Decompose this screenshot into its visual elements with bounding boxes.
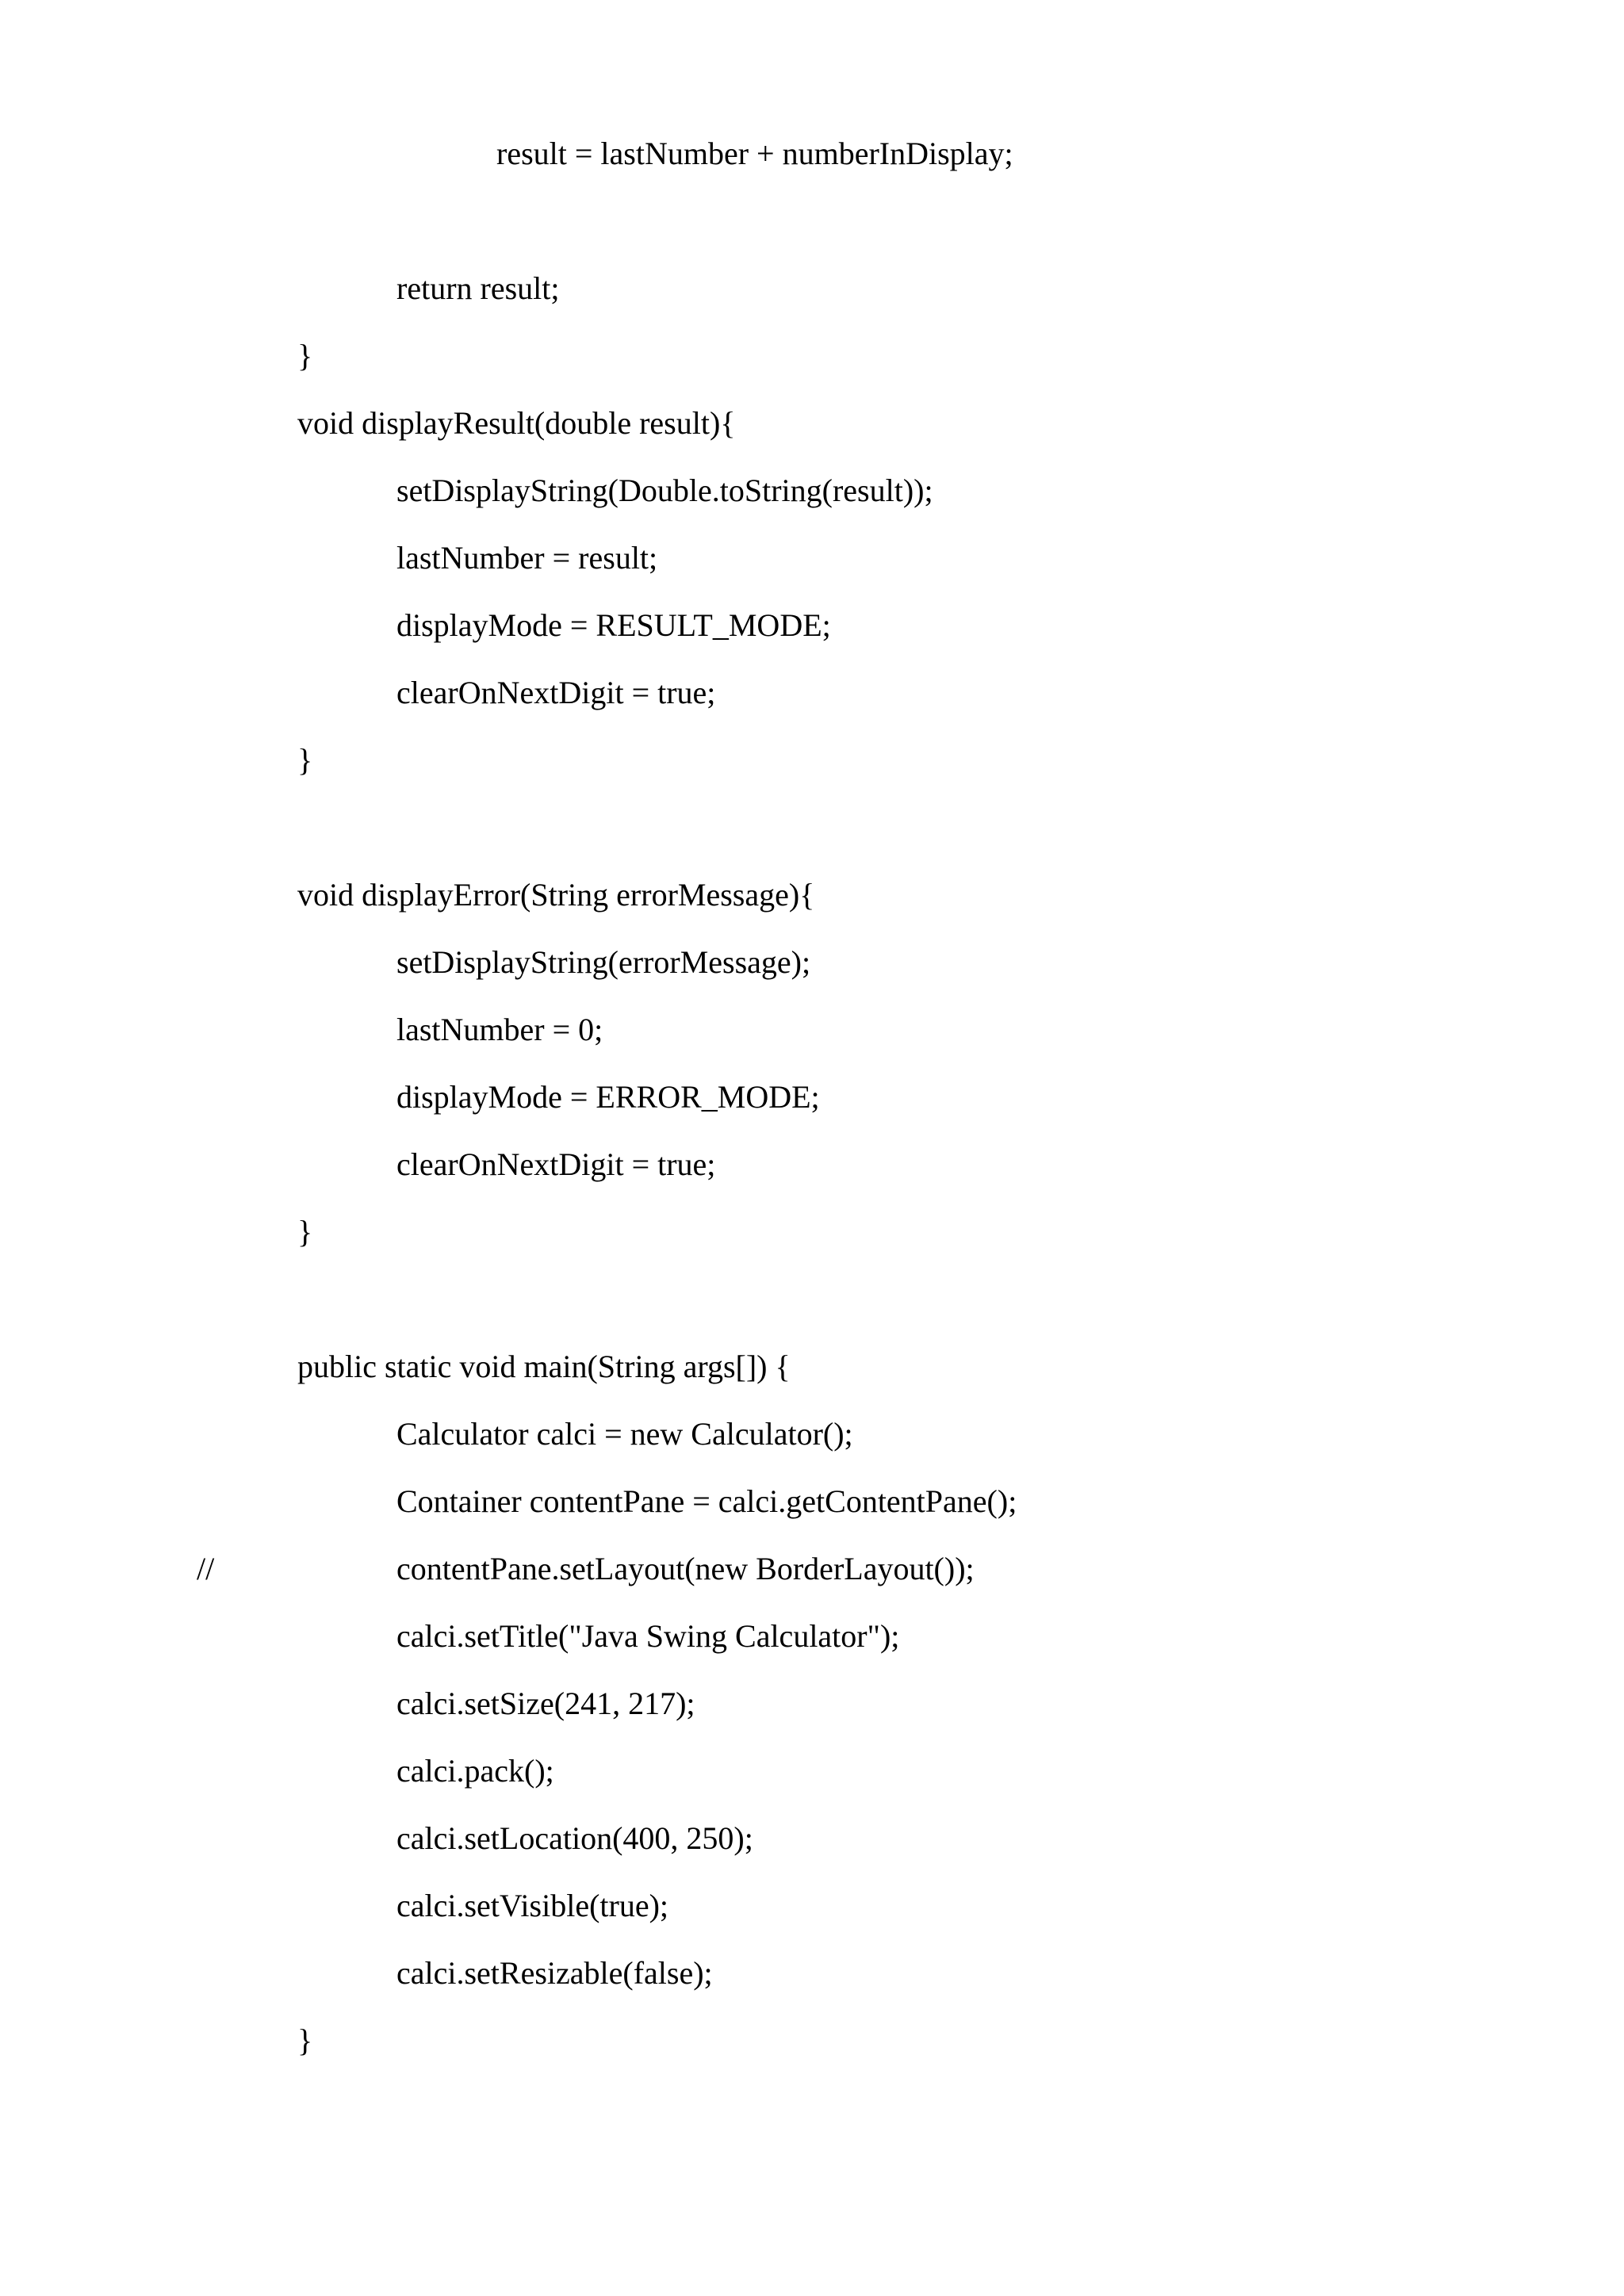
code-line-close-brace: }: [297, 338, 313, 373]
code-line-last-number-zero: lastNumber = 0;: [396, 1012, 603, 1047]
code-line-new-calculator: Calculator calci = new Calculator();: [396, 1416, 853, 1452]
code-line-close-brace: }: [297, 742, 313, 778]
code-line-clear-on-next-digit: clearOnNextDigit = true;: [396, 1146, 716, 1182]
code-line-set-resizable: calci.setResizable(false);: [396, 1955, 713, 1991]
comment-marker: //: [197, 1551, 215, 1586]
code-line-set-location: calci.setLocation(400, 250);: [396, 1820, 753, 1856]
code-line-set-display-string-error: setDisplayString(errorMessage);: [396, 944, 811, 980]
code-line-set-size: calci.setSize(241, 217);: [396, 1686, 695, 1721]
code-line-display-error-signature: void displayError(String errorMessage){: [297, 877, 815, 913]
code-line-return: return result;: [396, 270, 560, 306]
code-line-set-visible: calci.setVisible(true);: [396, 1888, 669, 1923]
code-line-main-signature: public static void main(String args[]) {: [297, 1349, 791, 1384]
code-line-display-mode-result: displayMode = RESULT_MODE;: [396, 607, 831, 643]
code-line-last-number-result: lastNumber = result;: [396, 540, 658, 576]
code-line-close-brace: }: [297, 1214, 313, 1249]
code-line-clear-on-next-digit: clearOnNextDigit = true;: [396, 675, 716, 710]
code-line-set-layout-commented: contentPane.setLayout(new BorderLayout());: [396, 1551, 975, 1586]
code-line-pack: calci.pack();: [396, 1753, 554, 1789]
code-line-result-assign: result = lastNumber + numberInDisplay;: [496, 136, 1013, 171]
code-line-display-mode-error: displayMode = ERROR_MODE;: [396, 1079, 820, 1115]
code-line-set-display-string-result: setDisplayString(Double.toString(result));: [396, 473, 933, 508]
code-line-get-content-pane: Container contentPane = calci.getContentPane();: [396, 1483, 1017, 1519]
code-line-set-title: calci.setTitle("Java Swing Calculator");: [396, 1618, 900, 1654]
code-line-display-result-signature: void displayResult(double result){: [297, 405, 736, 441]
code-line-close-brace: }: [297, 2022, 313, 2058]
